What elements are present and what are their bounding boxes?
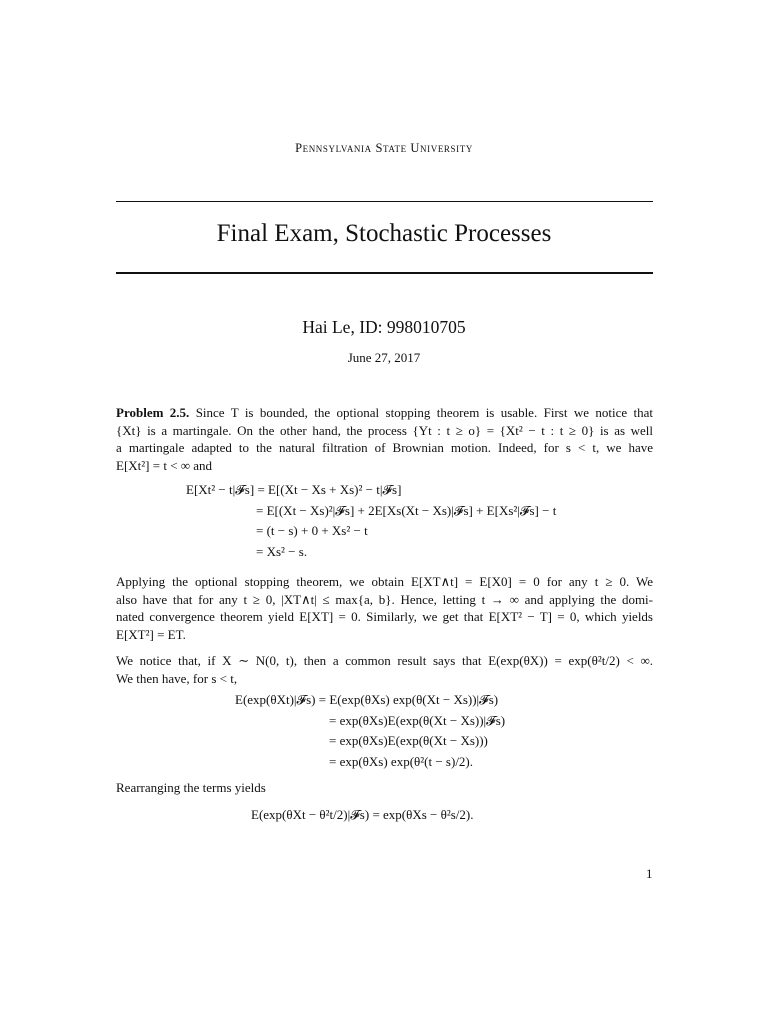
paper-title: Final Exam, Stochastic Processes bbox=[216, 220, 552, 247]
author-line: Hai Le, ID: 998010705 bbox=[302, 317, 466, 337]
para4-line: Rearranging the terms yields bbox=[116, 780, 266, 795]
eq2-row-3: = exp(θXs)E(exp(θ(Xt − Xs))) bbox=[329, 733, 488, 748]
title-bottom-rule bbox=[116, 272, 653, 274]
page-number: 1 bbox=[646, 866, 653, 881]
equation-block-2 bbox=[235, 690, 505, 772]
para2-line-2: also have that for any t ≥ 0, |XT∧t| ≤ max{a, b}. Hence, letting t → ∞ and applying the domi- bbox=[116, 591, 653, 607]
problem-paragraph-3 bbox=[116, 652, 653, 687]
para3-line-2: We then have, for s < t, bbox=[116, 670, 238, 686]
equation-3 bbox=[251, 805, 474, 826]
para1-line-4: E[Xt²] = t < ∞ and bbox=[116, 457, 213, 473]
problem-paragraph-4 bbox=[116, 779, 653, 797]
problem-label: Problem 2.5. bbox=[116, 405, 190, 420]
para2-line-1: Applying the optional stopping theorem, we obtain E[XT∧t] = E[X0] = 0 for any t ≥ 0. We bbox=[116, 574, 653, 589]
eq2-row-1: E(exp(θXt)|𝓕s) = E(exp(θXs) exp(θ(Xt − Xs))|𝓕s) bbox=[235, 692, 499, 707]
equation-block-1 bbox=[186, 480, 556, 562]
eq1-row-2: = E[(Xt − Xs)²|𝓕s] + 2E[Xs(Xt − Xs)|𝓕s] + E[Xs²|𝓕s] − t bbox=[256, 502, 557, 518]
eq1-row-1: E[Xt² − t|𝓕s] = E[(Xt − Xs + Xs)² − t|𝓕s] bbox=[186, 482, 402, 497]
para2-line-4: E[XT²] = ET. bbox=[116, 626, 186, 642]
eq2-row-4: = exp(θXs) exp(θ²(t − s)/2). bbox=[329, 753, 474, 769]
eq2-row-2: = exp(θXs)E(exp(θ(Xt − Xs))|𝓕s) bbox=[329, 712, 506, 728]
para2-line-3: nated convergence theorem yield E[XT] = 0. Similarly, we get that E[XT² − T] = 0, which yields bbox=[116, 609, 653, 624]
eq1-row-4: = Xs² − s. bbox=[256, 543, 308, 559]
eq3-row: E(exp(θXt − θ²t/2)|𝓕s) = exp(θXs − θ²s/2). bbox=[251, 807, 474, 822]
date-line: June 27, 2017 bbox=[347, 350, 421, 365]
title-top-rule bbox=[116, 201, 653, 202]
para1-line-1 bbox=[116, 404, 653, 422]
eq1-row-3: = (t − s) + 0 + Xs² − t bbox=[256, 523, 368, 538]
problem-paragraph-2 bbox=[116, 573, 653, 643]
para1-line-2: {Xt} is a martingale. On the other hand, the process {Yt : t ≥ o} = {Xt² − t : t ≥ 0} is as well bbox=[116, 422, 653, 438]
para3-line-1: We notice that, if X ∼ N(0, t), then a common result says that E(exp(θX)) = exp(θ²t/2) < ∞. bbox=[116, 653, 653, 668]
para1-line-3: a martingale adapted to the natural filtration of Brownian motion. Indeed, for s < t, we have bbox=[116, 440, 653, 455]
para1-line-1-text: Since T is bounded, the optional stopping theorem is usable. First we notice that bbox=[189, 405, 654, 420]
university-header: Pennsylvania State University bbox=[295, 141, 473, 155]
problem-paragraph-1 bbox=[116, 404, 653, 474]
